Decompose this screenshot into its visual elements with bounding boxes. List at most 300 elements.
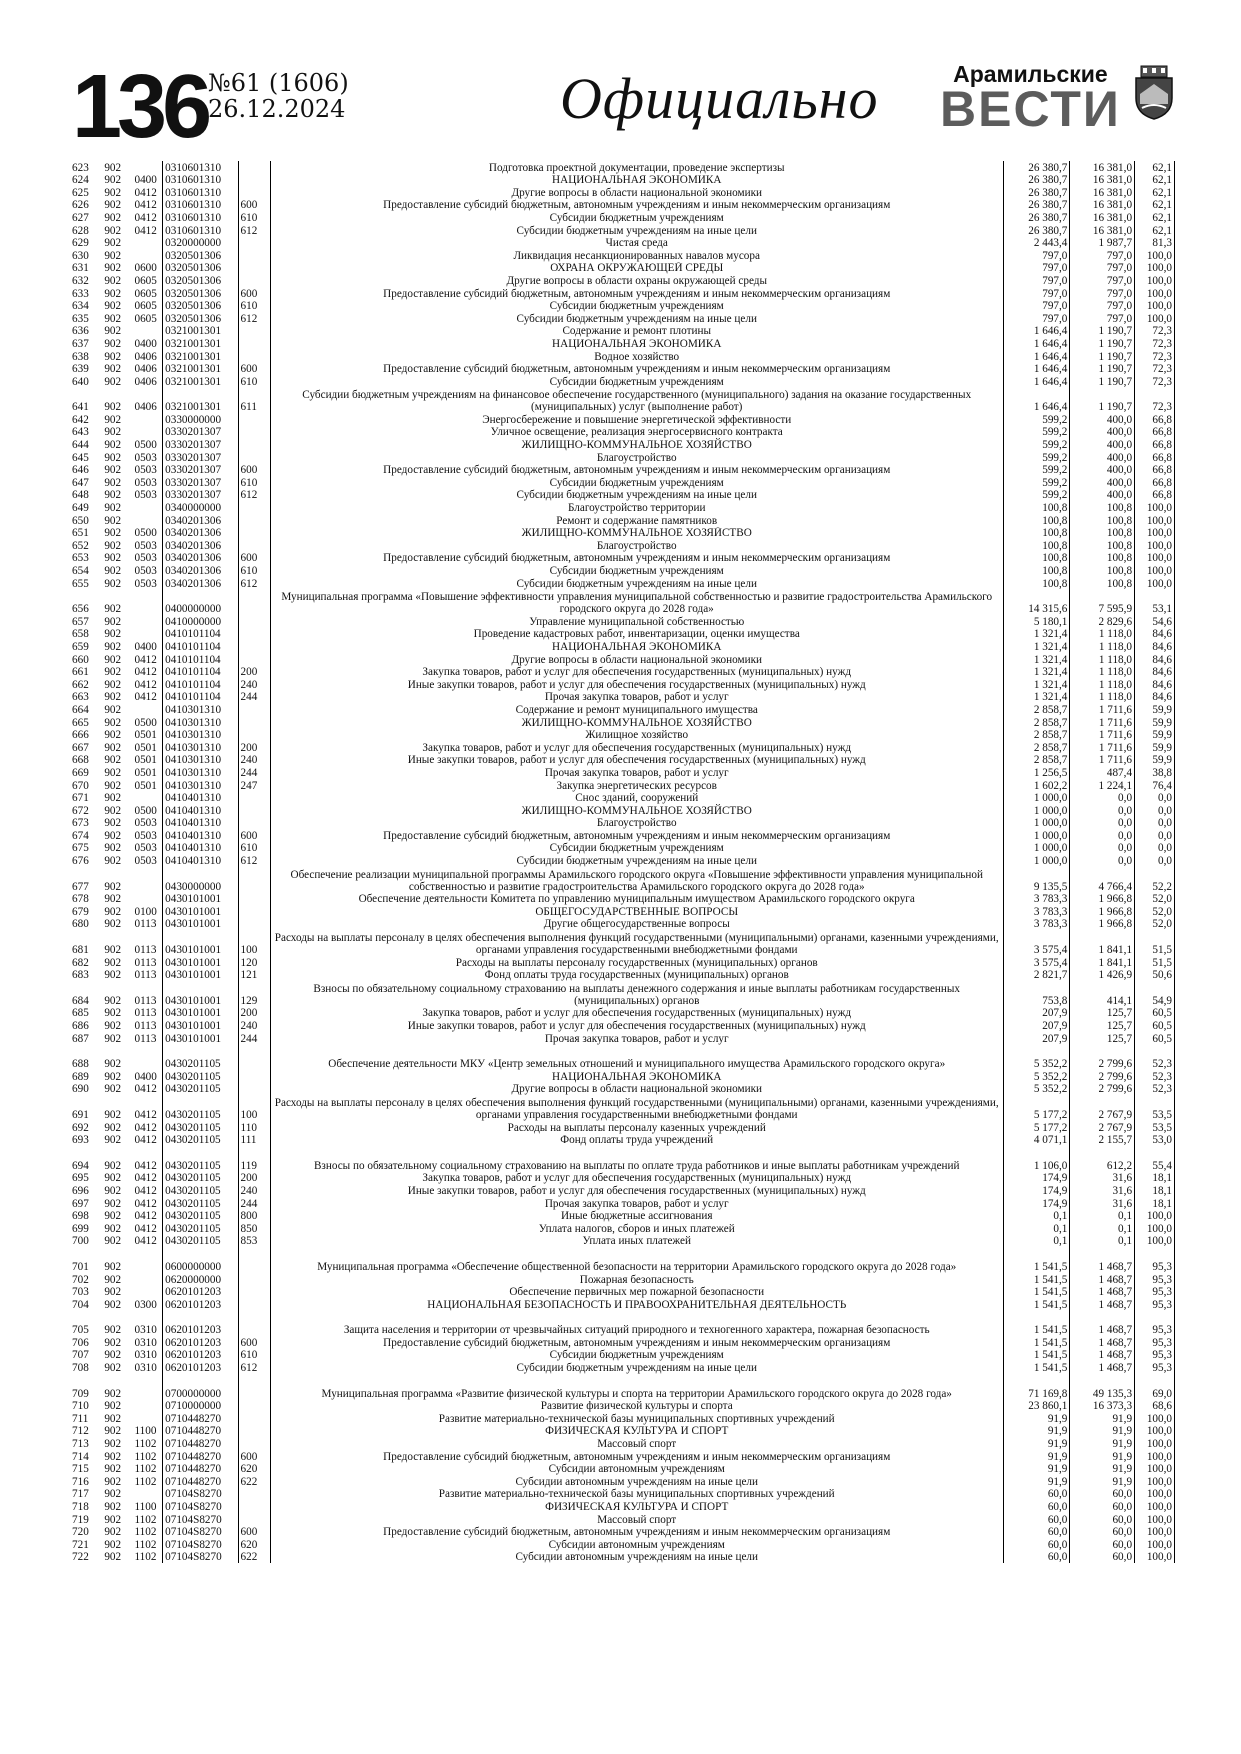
expense-type-cell xyxy=(238,1412,270,1425)
actual-amount-cell: 1 468,7 xyxy=(1070,1247,1135,1273)
row-number-cell: 700 xyxy=(72,1235,89,1248)
percent-cell: 100,0 xyxy=(1135,1450,1175,1463)
ministry-code-cell: 902 xyxy=(104,1475,122,1488)
expense-type-cell xyxy=(238,413,270,426)
target-code-cell: 0430101001 xyxy=(163,1019,238,1032)
target-code-cell: 0321001301 xyxy=(163,363,238,376)
section-code-cell: 0113 xyxy=(134,956,157,969)
plan-amount-cell: 5 177,2 xyxy=(1003,1095,1070,1121)
actual-amount-cell: 16 381,0 xyxy=(1070,161,1135,174)
percent-cell: 100,0 xyxy=(1135,300,1175,313)
table-row xyxy=(70,703,1175,716)
expense-type-cell: 111 xyxy=(238,1134,270,1147)
target-code-cell: 0321001301 xyxy=(163,375,238,388)
ministry-code-cell: 902 xyxy=(104,186,122,199)
actual-amount-cell: 0,0 xyxy=(1070,792,1135,805)
actual-amount-cell: 1 841,1 xyxy=(1070,956,1135,969)
target-code-cell: 07104S8270 xyxy=(163,1513,238,1526)
row-number-cell: 637 xyxy=(72,337,89,350)
table-row xyxy=(70,1463,1175,1476)
table-row xyxy=(70,274,1175,287)
row-number-cell: 680 xyxy=(72,918,89,931)
actual-amount-cell: 0,1 xyxy=(1070,1235,1135,1248)
ministry-code-cell: 902 xyxy=(104,918,122,931)
ministry-code-cell: 902 xyxy=(104,174,122,187)
target-code-cell: 0330201307 xyxy=(163,464,238,477)
percent-cell: 38,8 xyxy=(1135,766,1175,779)
actual-amount-cell: 125,7 xyxy=(1070,1032,1135,1045)
plan-amount-cell: 91,9 xyxy=(1003,1463,1070,1476)
section-code-cell: 0113 xyxy=(134,1007,157,1020)
expense-type-cell xyxy=(238,615,270,628)
plan-amount-cell: 100,8 xyxy=(1003,501,1070,514)
actual-amount-cell: 125,7 xyxy=(1070,1019,1135,1032)
actual-amount-cell: 91,9 xyxy=(1070,1412,1135,1425)
target-code-cell: 0310601310 xyxy=(163,199,238,212)
expense-type-cell: 244 xyxy=(238,691,270,704)
row-number-cell: 715 xyxy=(72,1463,89,1476)
percent-cell: 100,0 xyxy=(1135,1500,1175,1513)
table-row xyxy=(70,1450,1175,1463)
plan-amount-cell: 599,2 xyxy=(1003,489,1070,502)
target-code-cell: 0310601310 xyxy=(163,211,238,224)
row-number-cell: 652 xyxy=(72,539,89,552)
ministry-code-cell: 902 xyxy=(104,1488,122,1501)
row-number-cell: 722 xyxy=(72,1551,89,1564)
table-row xyxy=(70,325,1175,338)
table-row xyxy=(70,1019,1175,1032)
target-code-cell: 0410301310 xyxy=(163,716,238,729)
table-row xyxy=(70,564,1175,577)
percent-cell: 0,0 xyxy=(1135,842,1175,855)
description-cell: Взносы по обязательному социальному страхованию на выплаты по оплате труда работников и иные выплаты работникам учреждений xyxy=(270,1146,1003,1172)
percent-cell: 76,4 xyxy=(1135,779,1175,792)
plan-amount-cell: 2 858,7 xyxy=(1003,703,1070,716)
description-cell: Субсидии бюджетным учреждениям xyxy=(270,211,1003,224)
actual-amount-cell: 91,9 xyxy=(1070,1475,1135,1488)
ministry-code-cell: 902 xyxy=(104,1298,122,1311)
target-code-cell: 0620000000 xyxy=(163,1273,238,1286)
percent-cell: 100,0 xyxy=(1135,501,1175,514)
target-code-cell: 0430201105 xyxy=(163,1184,238,1197)
plan-amount-cell: 1 541,5 xyxy=(1003,1298,1070,1311)
percent-cell: 100,0 xyxy=(1135,514,1175,527)
ministry-code-cell: 902 xyxy=(104,552,122,565)
ministry-code-cell: 902 xyxy=(104,628,122,641)
description-cell: Ремонт и содержание памятников xyxy=(270,514,1003,527)
target-code-cell: 0710448270 xyxy=(163,1450,238,1463)
row-number-cell: 718 xyxy=(72,1501,89,1513)
target-code-cell: 0430201105 xyxy=(163,1095,238,1121)
target-code-cell: 0321001301 xyxy=(163,350,238,363)
description-cell: Субсидии бюджетным учреждениям на иные цели xyxy=(270,1361,1003,1374)
description-cell: Обеспечение первичных мер пожарной безопасности xyxy=(270,1286,1003,1299)
ministry-code-cell: 902 xyxy=(104,439,122,452)
expense-type-cell xyxy=(238,438,270,451)
expense-type-cell: 612 xyxy=(238,577,270,590)
section-code-cell: 0600 xyxy=(134,262,157,275)
actual-amount-cell: 400,0 xyxy=(1070,438,1135,451)
row-number-cell: 672 xyxy=(72,804,89,817)
section-code-cell: 1102 xyxy=(134,1450,157,1463)
plan-amount-cell: 26 380,7 xyxy=(1003,174,1070,187)
table-row xyxy=(70,262,1175,275)
table-row xyxy=(70,817,1175,830)
description-cell: Другие вопросы в области национальной экономики xyxy=(270,186,1003,199)
row-number-cell: 703 xyxy=(72,1286,89,1299)
description-cell: Прочая закупка товаров, работ и услуг xyxy=(270,1032,1003,1045)
expense-type-cell xyxy=(238,539,270,552)
actual-amount-cell: 60,0 xyxy=(1070,1526,1135,1539)
section-code-cell: 0412 xyxy=(134,1121,157,1134)
section-code-cell: 1102 xyxy=(134,1551,157,1564)
expense-type-cell: 247 xyxy=(238,779,270,792)
description-cell: Расходы на выплаты персоналу в целях обеспечения выполнения функций государственными (муниципальными) органами, казенными учреждениями, органами управления государственными внебюджетными фондами xyxy=(270,1095,1003,1121)
section-code-cell: 0310 xyxy=(134,1362,157,1375)
actual-amount-cell: 16 381,0 xyxy=(1070,224,1135,237)
plan-amount-cell: 1 321,4 xyxy=(1003,653,1070,666)
table-row xyxy=(70,1526,1175,1539)
expense-type-cell: 610 xyxy=(238,375,270,388)
target-code-cell: 0430201105 xyxy=(163,1134,238,1147)
expense-type-cell: 612 xyxy=(238,224,270,237)
ministry-code-cell: 902 xyxy=(104,1222,122,1235)
row-number-cell: 627 xyxy=(72,211,89,224)
target-code-cell: 0410101104 xyxy=(163,640,238,653)
plan-amount-cell: 599,2 xyxy=(1003,413,1070,426)
target-code-cell: 0410401310 xyxy=(163,804,238,817)
table-row xyxy=(70,388,1175,414)
description-cell: Закупка товаров, работ и услуг для обеспечения государственных (муниципальных) нужд xyxy=(270,1172,1003,1185)
ministry-code-cell: 902 xyxy=(104,615,122,628)
ministry-code-cell: 902 xyxy=(104,1210,122,1223)
page-number: 136 xyxy=(72,57,208,157)
expense-type-cell: 800 xyxy=(238,1210,270,1223)
actual-amount-cell: 4 766,4 xyxy=(1070,867,1135,893)
ministry-code-cell: 902 xyxy=(104,1032,122,1045)
plan-amount-cell: 60,0 xyxy=(1003,1513,1070,1526)
row-number-cell: 693 xyxy=(72,1134,89,1147)
section-code-cell xyxy=(132,426,162,439)
plan-amount-cell: 100,8 xyxy=(1003,564,1070,577)
description-cell: Пожарная безопасность xyxy=(270,1273,1003,1286)
percent-cell: 0,0 xyxy=(1135,829,1175,842)
plan-amount-cell: 599,2 xyxy=(1003,476,1070,489)
percent-cell: 95,3 xyxy=(1135,1273,1175,1286)
percent-cell: 100,0 xyxy=(1135,1210,1175,1223)
actual-amount-cell: 60,0 xyxy=(1070,1500,1135,1513)
actual-amount-cell: 1 468,7 xyxy=(1070,1349,1135,1362)
actual-amount-cell: 400,0 xyxy=(1070,451,1135,464)
section-code-cell xyxy=(132,413,162,426)
percent-cell: 95,3 xyxy=(1135,1349,1175,1362)
description-cell: Жилищное хозяйство xyxy=(270,729,1003,742)
plan-amount-cell: 0,1 xyxy=(1003,1210,1070,1223)
row-number-cell: 625 xyxy=(72,186,89,199)
ministry-code-cell: 902 xyxy=(104,1286,122,1299)
expense-type-cell: 240 xyxy=(238,1019,270,1032)
ministry-code-cell: 902 xyxy=(104,489,122,502)
percent-cell: 95,3 xyxy=(1135,1298,1175,1311)
target-code-cell: 0410000000 xyxy=(163,615,238,628)
target-code-cell: 0320000000 xyxy=(163,237,238,250)
expense-type-cell xyxy=(238,628,270,641)
table-row xyxy=(70,1336,1175,1349)
actual-amount-cell: 7 595,9 xyxy=(1070,590,1135,616)
table-row xyxy=(70,1184,1175,1197)
plan-amount-cell: 1 321,4 xyxy=(1003,666,1070,679)
ministry-code-cell: 902 xyxy=(104,300,122,313)
target-code-cell: 0310601310 xyxy=(163,161,238,174)
target-code-cell: 0620101203 xyxy=(163,1311,238,1337)
table-row xyxy=(70,1134,1175,1147)
expense-type-cell: 240 xyxy=(238,1184,270,1197)
row-number-cell: 696 xyxy=(72,1184,89,1197)
table-row xyxy=(70,1146,1175,1172)
ministry-code-cell: 902 xyxy=(104,262,122,275)
table-row xyxy=(70,804,1175,817)
description-cell: Проведение кадастровых работ, инвентаризации, оценки имущества xyxy=(270,628,1003,641)
description-cell: НАЦИОНАЛЬНАЯ ЭКОНОМИКА xyxy=(270,1070,1003,1083)
plan-amount-cell: 9 135,5 xyxy=(1003,867,1070,893)
plan-amount-cell: 91,9 xyxy=(1003,1425,1070,1438)
section-code-cell: 0503 xyxy=(134,577,157,590)
actual-amount-cell: 100,8 xyxy=(1070,539,1135,552)
section-code-cell: 0400 xyxy=(134,640,157,653)
ministry-code-cell: 902 xyxy=(104,350,122,363)
plan-amount-cell: 3 575,4 xyxy=(1003,956,1070,969)
ministry-code-cell: 902 xyxy=(104,375,122,388)
actual-amount-cell: 91,9 xyxy=(1070,1450,1135,1463)
actual-amount-cell: 414,1 xyxy=(1070,981,1135,1007)
percent-cell: 100,0 xyxy=(1135,1475,1175,1488)
expense-type-cell: 610 xyxy=(238,211,270,224)
section-code-cell: 0400 xyxy=(134,337,157,350)
section-code-cell xyxy=(132,249,162,262)
row-number-cell: 657 xyxy=(72,615,89,628)
ministry-code-cell: 902 xyxy=(104,1260,122,1273)
target-code-cell: 0330201307 xyxy=(163,489,238,502)
table-row xyxy=(70,981,1175,1007)
row-number-cell: 647 xyxy=(72,476,89,489)
table-row xyxy=(70,552,1175,565)
actual-amount-cell: 1 468,7 xyxy=(1070,1298,1135,1311)
plan-amount-cell: 1 541,5 xyxy=(1003,1247,1070,1273)
table-row xyxy=(70,237,1175,250)
actual-amount-cell: 0,1 xyxy=(1070,1222,1135,1235)
row-number-cell: 706 xyxy=(72,1336,89,1349)
expense-type-cell: 240 xyxy=(238,754,270,767)
description-cell: Обеспечение деятельности МКУ «Центр земельных отношений и муниципального имущества Арамильского городского округа» xyxy=(270,1045,1003,1071)
section-code-cell xyxy=(132,325,162,338)
target-code-cell: 0410301310 xyxy=(163,766,238,779)
table-row xyxy=(70,489,1175,502)
plan-amount-cell: 1 000,0 xyxy=(1003,854,1070,867)
table-row xyxy=(70,1247,1175,1273)
section-code-cell: 1102 xyxy=(134,1475,157,1488)
target-code-cell: 0321001301 xyxy=(163,337,238,350)
actual-amount-cell: 91,9 xyxy=(1070,1425,1135,1438)
section-code-cell: 0412 xyxy=(134,199,157,212)
actual-amount-cell: 797,0 xyxy=(1070,287,1135,300)
row-number-cell: 691 xyxy=(72,1108,89,1121)
expense-type-cell xyxy=(238,1298,270,1311)
actual-amount-cell: 1 987,7 xyxy=(1070,237,1135,250)
actual-amount-cell: 1 711,6 xyxy=(1070,716,1135,729)
target-code-cell: 0310601310 xyxy=(163,224,238,237)
table-row xyxy=(70,666,1175,679)
description-cell: Иные закупки товаров, работ и услуг для обеспечения государственных (муниципальных) нужд xyxy=(270,1019,1003,1032)
section-code-cell: 0501 xyxy=(134,779,157,792)
description-cell: Иные бюджетные ассигнования xyxy=(270,1210,1003,1223)
table-row xyxy=(70,1222,1175,1235)
target-code-cell: 0330000000 xyxy=(163,413,238,426)
target-code-cell: 0430201105 xyxy=(163,1210,238,1223)
actual-amount-cell: 16 381,0 xyxy=(1070,174,1135,187)
plan-amount-cell: 26 380,7 xyxy=(1003,211,1070,224)
section-code-cell: 0605 xyxy=(134,312,157,325)
actual-amount-cell: 1 966,8 xyxy=(1070,918,1135,931)
ministry-code-cell: 902 xyxy=(104,754,122,767)
section-code-cell: 0400 xyxy=(134,1070,157,1083)
expense-type-cell: 600 xyxy=(238,1526,270,1539)
percent-cell: 72,3 xyxy=(1135,375,1175,388)
description-cell: ОБЩЕГОСУДАРСТВЕННЫЕ ВОПРОСЫ xyxy=(270,905,1003,918)
description-cell: Управление муниципальной собственностью xyxy=(270,615,1003,628)
percent-cell: 54,9 xyxy=(1135,981,1175,1007)
expense-type-cell: 120 xyxy=(238,956,270,969)
target-code-cell: 0430201105 xyxy=(163,1222,238,1235)
row-number-cell: 677 xyxy=(72,880,89,893)
section-code-cell: 0412 xyxy=(134,224,157,237)
target-code-cell: 0410301310 xyxy=(163,729,238,742)
section-code-cell: 0412 xyxy=(134,691,157,704)
plan-amount-cell: 3 783,3 xyxy=(1003,905,1070,918)
actual-amount-cell: 100,8 xyxy=(1070,501,1135,514)
section-code-cell: 0406 xyxy=(134,350,157,363)
plan-amount-cell: 2 821,7 xyxy=(1003,969,1070,982)
ministry-code-cell: 902 xyxy=(104,666,122,679)
plan-amount-cell: 23 860,1 xyxy=(1003,1400,1070,1413)
table-row xyxy=(70,854,1175,867)
plan-amount-cell: 3 783,3 xyxy=(1003,918,1070,931)
actual-amount-cell: 0,0 xyxy=(1070,804,1135,817)
description-cell: ФИЗИЧЕСКАЯ КУЛЬТУРА И СПОРТ xyxy=(270,1425,1003,1438)
section-code-cell: 0113 xyxy=(134,918,157,931)
table-row xyxy=(70,754,1175,767)
row-number-cell: 668 xyxy=(72,754,89,767)
table-row xyxy=(70,1311,1175,1337)
plan-amount-cell: 207,9 xyxy=(1003,1032,1070,1045)
percent-cell: 100,0 xyxy=(1135,539,1175,552)
target-code-cell: 0430000000 xyxy=(163,867,238,893)
target-code-cell: 0430201105 xyxy=(163,1146,238,1172)
expense-type-cell xyxy=(238,1437,270,1450)
table-row xyxy=(70,476,1175,489)
actual-amount-cell: 400,0 xyxy=(1070,426,1135,439)
percent-cell: 68,6 xyxy=(1135,1400,1175,1413)
ministry-code-cell: 902 xyxy=(104,1083,122,1096)
expense-type-cell xyxy=(238,1083,270,1096)
ministry-code-cell: 902 xyxy=(104,779,122,792)
percent-cell: 52,3 xyxy=(1135,1083,1175,1096)
table-row xyxy=(70,792,1175,805)
actual-amount-cell: 0,0 xyxy=(1070,829,1135,842)
table-row xyxy=(70,211,1175,224)
percent-cell: 59,9 xyxy=(1135,716,1175,729)
ministry-code-cell: 902 xyxy=(104,211,122,224)
row-number-cell: 646 xyxy=(72,464,89,477)
description-cell: Содержание и ремонт плотины xyxy=(270,325,1003,338)
plan-amount-cell: 2 858,7 xyxy=(1003,716,1070,729)
row-number-cell: 658 xyxy=(72,628,89,641)
actual-amount-cell: 1 118,0 xyxy=(1070,653,1135,666)
section-code-cell: 0503 xyxy=(134,565,157,577)
description-cell: Энергосбережение и повышение энергетической эффективности xyxy=(270,413,1003,426)
section-code-cell: 0412 xyxy=(134,186,157,199)
description-cell: Благоустройство xyxy=(270,817,1003,830)
plan-amount-cell: 1 000,0 xyxy=(1003,817,1070,830)
expense-type-cell: 244 xyxy=(238,766,270,779)
row-number-cell: 711 xyxy=(72,1412,89,1425)
description-cell: Развитие материально-технической базы муниципальных спортивных учреждений xyxy=(270,1412,1003,1425)
ministry-code-cell: 902 xyxy=(104,565,122,577)
percent-cell: 100,0 xyxy=(1135,274,1175,287)
table-row xyxy=(70,199,1175,212)
row-number-cell: 632 xyxy=(72,274,89,287)
row-number-cell: 667 xyxy=(72,741,89,754)
description-cell: Расходы на выплаты персоналу государственных (муниципальных) органов xyxy=(270,956,1003,969)
row-number-cell: 720 xyxy=(72,1526,89,1539)
actual-amount-cell: 60,0 xyxy=(1070,1513,1135,1526)
actual-amount-cell: 0,1 xyxy=(1070,1210,1135,1223)
description-cell: Развитие физической культуры и спорта xyxy=(270,1400,1003,1413)
section-code-cell: 0501 xyxy=(134,729,157,742)
target-code-cell: 07104S8270 xyxy=(163,1526,238,1539)
target-code-cell: 07104S8270 xyxy=(163,1551,238,1564)
section-code-cell xyxy=(132,1247,162,1273)
actual-amount-cell: 400,0 xyxy=(1070,489,1135,502)
expense-type-cell: 612 xyxy=(238,854,270,867)
target-code-cell: 0410101104 xyxy=(163,628,238,641)
description-cell: Расходы на выплаты персоналу казенных учреждений xyxy=(270,1121,1003,1134)
description-cell: Массовый спорт xyxy=(270,1513,1003,1526)
plan-amount-cell: 2 858,7 xyxy=(1003,741,1070,754)
target-code-cell: 0320501306 xyxy=(163,262,238,275)
expense-type-cell xyxy=(238,640,270,653)
expense-type-cell xyxy=(238,1500,270,1513)
actual-amount-cell: 1 711,6 xyxy=(1070,729,1135,742)
actual-amount-cell: 16 381,0 xyxy=(1070,186,1135,199)
description-cell: Предоставление субсидий бюджетным, автономным учреждениям и иным некоммерческим организациям xyxy=(270,287,1003,300)
target-code-cell: 0340201306 xyxy=(163,564,238,577)
expense-type-cell: 100 xyxy=(238,1095,270,1121)
plan-amount-cell: 174,9 xyxy=(1003,1197,1070,1210)
target-code-cell: 0430201105 xyxy=(163,1197,238,1210)
row-number-cell: 692 xyxy=(72,1121,89,1134)
expense-type-cell xyxy=(238,905,270,918)
ministry-code-cell: 902 xyxy=(104,766,122,779)
plan-amount-cell: 1 646,4 xyxy=(1003,350,1070,363)
target-code-cell: 0340201306 xyxy=(163,527,238,540)
percent-cell: 100,0 xyxy=(1135,1437,1175,1450)
target-code-cell: 0600000000 xyxy=(163,1247,238,1273)
percent-cell: 66,8 xyxy=(1135,476,1175,489)
ministry-code-cell: 902 xyxy=(104,1159,122,1172)
description-cell: Субсидии автономным учреждениям xyxy=(270,1463,1003,1476)
section-code-cell: 0605 xyxy=(134,287,157,300)
actual-amount-cell: 1 468,7 xyxy=(1070,1336,1135,1349)
